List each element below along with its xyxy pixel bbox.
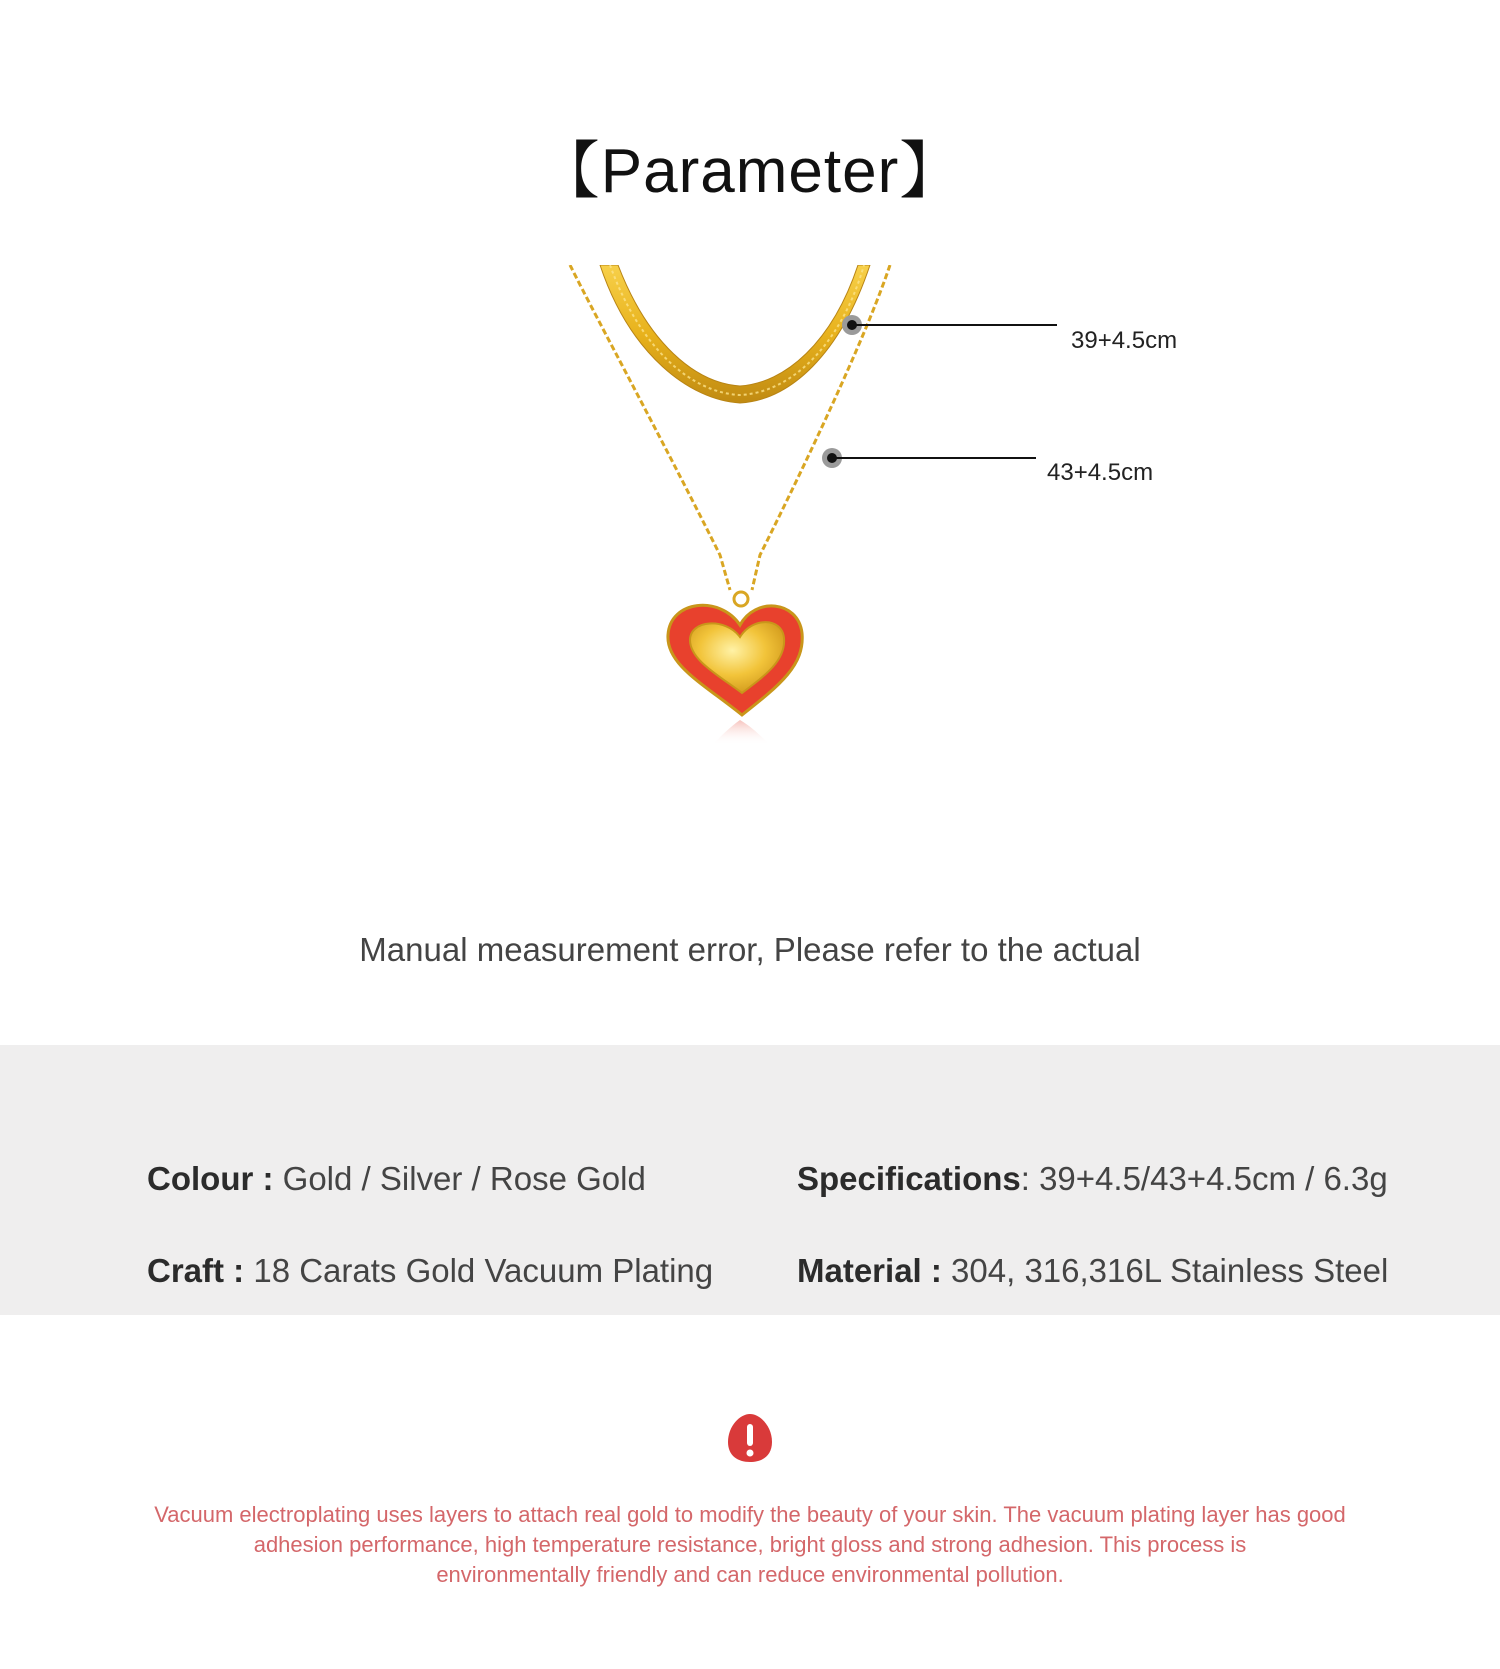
spec-craft-label: Craft : xyxy=(147,1252,245,1289)
measure-label-long: 43+4.5cm xyxy=(1047,459,1154,486)
spec-colour xyxy=(147,1157,646,1201)
spec-material-label: Material : xyxy=(797,1252,942,1289)
spec-craft-value: 18 Carats Gold Vacuum Plating xyxy=(253,1252,714,1289)
disclaimer-line-1: Vacuum electroplating uses layers to attach real gold to modify the beauty of your skin. The vacuum plating layer has good xyxy=(154,1502,1346,1527)
disclaimer-text xyxy=(150,1500,1350,1590)
warning-icon xyxy=(726,1412,774,1464)
measure-label-short: 39+4.5cm xyxy=(1071,327,1178,354)
page-title: 【Parameter】 xyxy=(537,137,963,206)
spec-colour-value: Gold / Silver / Rose Gold xyxy=(282,1160,646,1197)
disclaimer-line-2: adhesion performance, high temperature resistance, bright gloss and strong adhesion. This process is xyxy=(253,1532,1247,1557)
heart-pendant xyxy=(668,605,802,745)
leader-line-short-ext xyxy=(940,324,1057,326)
necklace-image xyxy=(540,265,940,785)
spec-specifications xyxy=(797,1157,1388,1201)
spec-colour-label: Colour : xyxy=(147,1160,274,1197)
measurement-note: Manual measurement error, Please refer to the actual xyxy=(359,931,1141,968)
spec-panel xyxy=(0,1045,1500,1315)
leader-line-long-ext xyxy=(940,457,1036,459)
snake-chain xyxy=(600,265,870,403)
spec-specifications-value: : 39+4.5/43+4.5cm / 6.3g xyxy=(1020,1160,1388,1197)
pendant-bail xyxy=(734,592,748,606)
spec-material xyxy=(797,1249,1388,1293)
spec-craft xyxy=(147,1249,713,1293)
spec-material-value: 304, 316,316L Stainless Steel xyxy=(951,1252,1389,1289)
disclaimer-line-3: environmentally friendly and can reduce environmental pollution. xyxy=(436,1562,1064,1587)
spec-specifications-label: Specifications xyxy=(797,1160,1021,1197)
